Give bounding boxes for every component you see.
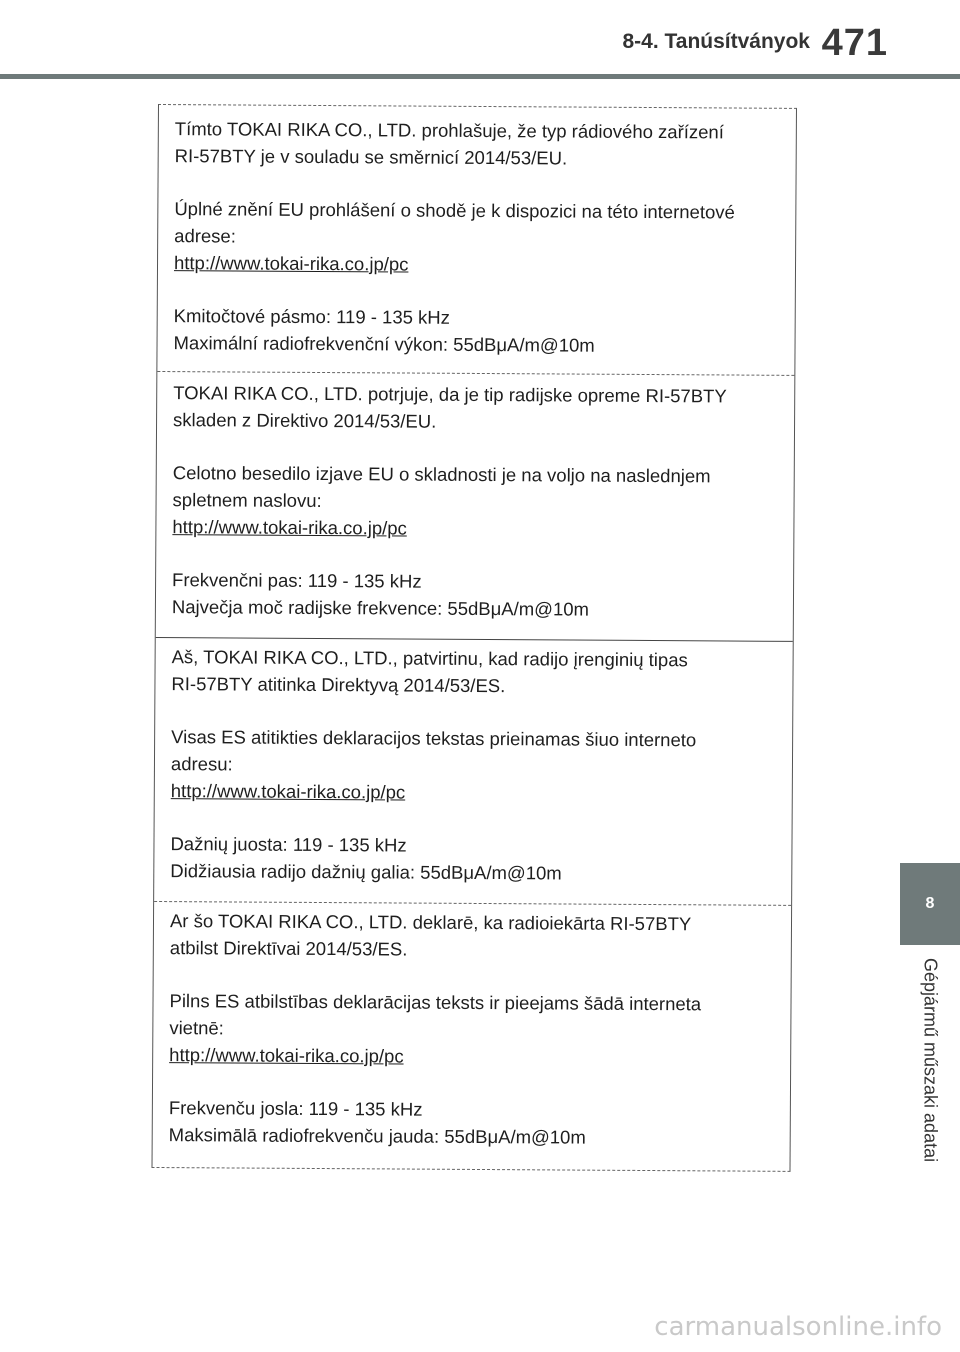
max-power: Največja moč radijske frekvence: 55dBμA/m@10m bbox=[171, 596, 590, 620]
section-divider bbox=[157, 371, 794, 376]
header-rule bbox=[0, 74, 960, 79]
declaration-url[interactable]: http://www.tokai-rika.co.jp/pc bbox=[169, 1044, 404, 1067]
availability-line: Visas ES atitikties deklaracijos tekstas prieinamas šiuo interneto bbox=[171, 726, 697, 751]
page-number: 471 bbox=[821, 22, 888, 64]
declaration-line: Tímto TOKAI RIKA CO., LTD. prohlašuje, že typ rádiového zařízení bbox=[174, 118, 724, 143]
declaration-latvian bbox=[153, 907, 791, 1152]
declaration-line: atbilst Direktīvai 2014/53/ES. bbox=[169, 937, 408, 960]
declaration-czech bbox=[157, 115, 795, 360]
declaration-lithuanian bbox=[154, 643, 792, 888]
section-title: 8-4. Tanúsítványok bbox=[622, 30, 810, 53]
declaration-url[interactable]: http://www.tokai-rika.co.jp/pc bbox=[170, 780, 406, 803]
max-power: Maksimālā radiofrekvenču jauda: 55dBμA/m@10m bbox=[168, 1124, 586, 1148]
section-divider bbox=[156, 637, 793, 642]
declaration-line: RI-57BTY je v souladu se směrnicí 2014/53/EU. bbox=[174, 145, 568, 169]
declaration-line: TOKAI RIKA CO., LTD. potrjuje, da je tip radijske opreme RI-57BTY bbox=[173, 382, 727, 407]
availability-line: Pilns ES atbilstības deklarācijas teksts ir pieejams šādā interneta bbox=[169, 990, 702, 1015]
max-power: Didžiausia radijo dažnių galia: 55dBμA/m@10m bbox=[170, 860, 562, 884]
availability-line: adrese: bbox=[174, 225, 236, 247]
availability-line: spletnem naslovu: bbox=[172, 489, 322, 512]
declaration-box bbox=[152, 104, 797, 1172]
availability-line: Celotno besedilo izjave EU o skladnosti je na voljo na naslednjem bbox=[172, 462, 711, 487]
declaration-line: Ar šo TOKAI RIKA CO., LTD. deklarē, ka radioiekārta RI-57BTY bbox=[169, 910, 692, 935]
watermark: carmanualsonline.info bbox=[654, 1312, 942, 1342]
frequency-band: Dažnių juosta: 119 - 135 kHz bbox=[170, 833, 407, 856]
chapter-title: Gépjármű műszaki adatai bbox=[920, 958, 941, 1163]
chapter-tab[interactable]: 8 bbox=[900, 863, 960, 945]
max-power: Maximální radiofrekvenční výkon: 55dBμA/m@10m bbox=[173, 332, 595, 356]
frequency-band: Frekvenčni pas: 119 - 135 kHz bbox=[172, 569, 422, 592]
declaration-line: Aš, TOKAI RIKA CO., LTD., patvirtinu, kad radijo įrenginių tipas bbox=[171, 646, 688, 671]
declaration-line: RI-57BTY atitinka Direktyvą 2014/53/ES. bbox=[171, 673, 506, 697]
declaration-line: skladen z Direktivo 2014/53/EU. bbox=[173, 409, 437, 432]
availability-line: vietnē: bbox=[169, 1017, 224, 1039]
section-divider bbox=[154, 901, 791, 906]
declaration-url[interactable]: http://www.tokai-rika.co.jp/pc bbox=[172, 516, 407, 539]
frequency-band: Kmitočtové pásmo: 119 - 135 kHz bbox=[173, 305, 451, 328]
frequency-band: Frekvenču josla: 119 - 135 kHz bbox=[168, 1097, 423, 1120]
declaration-slovenian bbox=[156, 379, 794, 624]
availability-line: Úplné znění EU prohlášení o shodě je k dispozici na této internetové bbox=[174, 198, 735, 223]
declaration-url[interactable]: http://www.tokai-rika.co.jp/pc bbox=[173, 252, 409, 275]
availability-line: adresu: bbox=[170, 753, 233, 775]
